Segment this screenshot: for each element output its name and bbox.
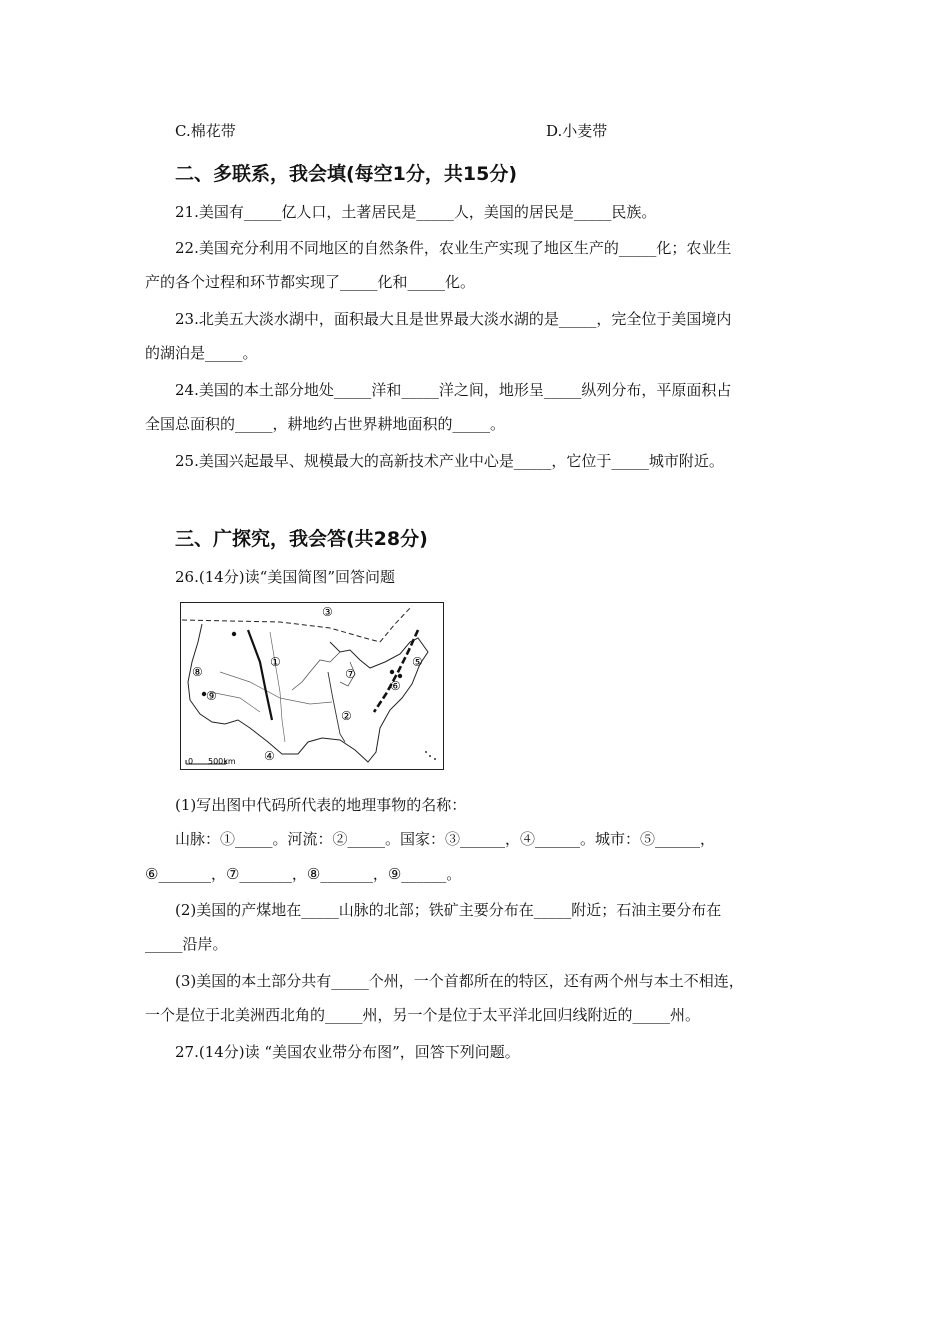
- section2-heading: 二、多联系，我会填(每空1分，共15分): [175, 163, 518, 185]
- map-label-8: ⑧: [192, 665, 203, 679]
- question-24-line1: 24.美国的本土部分地处_____洋和_____洋之间，地形呈_____纵列分布，平原面积占: [175, 381, 732, 399]
- map-label-7: ⑦: [345, 667, 356, 681]
- section3-heading: 三、广探究，我会答(共28分): [175, 528, 428, 550]
- question-26-2-line1: (2)美国的产煤地在_____山脉的北部；铁矿主要分布在_____附近；石油主要分布在: [175, 901, 722, 919]
- map-label-1: ①: [270, 655, 281, 669]
- question-26-1-line1: 山脉：①_____。河流：②_____。国家：③______，④______。城市：⑤______，: [175, 830, 716, 848]
- question-22-line2: 产的各个过程和环节都实现了_____化和_____化。: [145, 273, 476, 291]
- question-24-line2: 全国总面积的_____，耕地约占世界耕地面积的_____。: [145, 415, 506, 433]
- question-27: 27.(14分)读 “美国农业带分布图”，回答下列问题。: [175, 1043, 520, 1061]
- option-c: C.棉花带: [175, 122, 236, 140]
- question-26-3-line1: (3)美国的本土部分共有_____个州，一个首都所在的特区，还有两个州与本土不相连，: [175, 972, 744, 990]
- question-26: 26.(14分)读“美国简图”回答问题: [175, 568, 395, 586]
- map-label-3: ③: [322, 605, 333, 619]
- usa-sketch-map: [180, 602, 444, 770]
- question-26-3-line2: 一个是位于北美洲西北角的_____州，另一个是位于太平洋北回归线附近的_____州。: [145, 1006, 701, 1024]
- question-26-1: (1)写出图中代码所代表的地理事物的名称：: [175, 796, 467, 814]
- option-d: D.小麦带: [546, 122, 608, 140]
- map-label-9: ⑨: [206, 689, 217, 703]
- map-scale-start: 0: [188, 757, 194, 766]
- map-scale-label: 500km: [208, 757, 236, 766]
- question-21: 21.美国有_____亿人口，土著居民是_____人，美国的居民是_____民族。: [175, 203, 657, 221]
- question-22-line1: 22.美国充分利用不同地区的自然条件，农业生产实现了地区生产的_____化；农业生: [175, 239, 732, 257]
- question-25: 25.美国兴起最早、规模最大的高新技术产业中心是_____，它位于_____城市附近。: [175, 452, 724, 470]
- map-label-5: ⑤: [412, 655, 423, 669]
- map-label-6: ⑥: [390, 679, 401, 693]
- map-label-2: ②: [341, 709, 352, 723]
- question-26-2-line2: _____沿岸。: [145, 935, 228, 953]
- map-label-4: ④: [264, 749, 275, 763]
- question-26-1-line2: ⑥_______，⑦_______，⑧_______，⑨______。: [145, 865, 462, 883]
- question-23-line2: 的湖泊是_____。: [145, 344, 258, 362]
- question-23-line1: 23.北美五大淡水湖中，面积最大且是世界最大淡水湖的是_____，完全位于美国境内: [175, 310, 732, 328]
